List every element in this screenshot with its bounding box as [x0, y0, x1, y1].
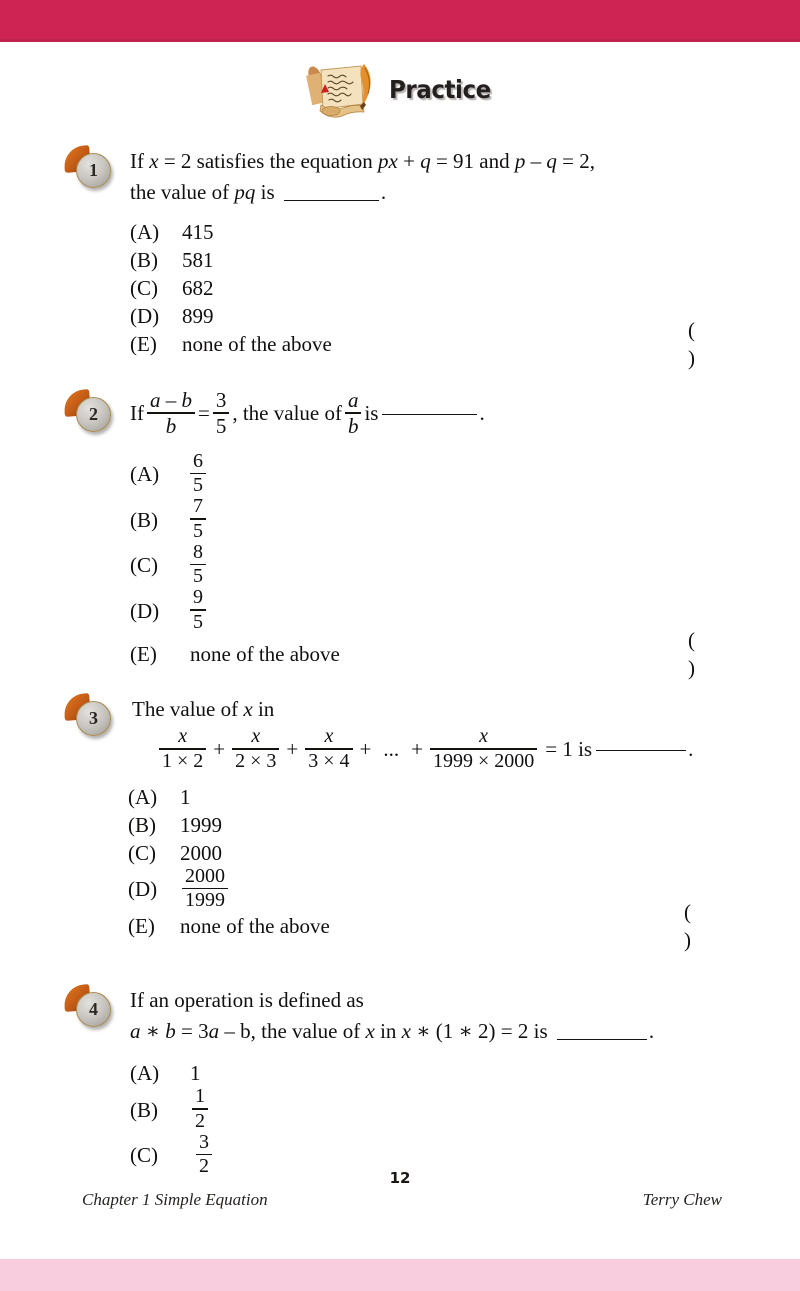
q1-text-e: –: [525, 149, 547, 173]
fraction-denominator: b: [347, 413, 359, 438]
q4-text-k: .: [648, 1019, 655, 1043]
option-value: 1999: [180, 812, 222, 837]
equation-term-last: [430, 726, 537, 772]
q1-text-a: If: [130, 149, 150, 173]
fraction-numerator: x: [251, 725, 261, 747]
option-fraction: [182, 866, 228, 912]
q4-text-d: = 3: [175, 1019, 209, 1043]
bottom-color-band: [0, 1259, 800, 1291]
equation-term-2: [232, 726, 279, 772]
fraction-denominator: 3 × 4: [308, 749, 350, 772]
option-row[interactable]: [130, 274, 790, 302]
question-3-equation: [158, 727, 792, 773]
q4-var-x2: x: [401, 1019, 411, 1043]
q1-l2-b: is: [255, 180, 280, 204]
option-row[interactable]: [128, 783, 792, 811]
option-letter: (C): [130, 553, 158, 578]
q3-var-x: x: [243, 697, 253, 721]
q1-l2-c: .: [380, 180, 387, 204]
option-row[interactable]: [130, 497, 790, 543]
q1-var-p2: p: [514, 149, 526, 173]
option-letter: (A): [130, 1061, 160, 1085]
option-row[interactable]: [130, 218, 790, 246]
option-letter: (D): [130, 598, 160, 623]
fraction-denominator: 5: [193, 565, 203, 588]
q2-text-d: is: [364, 401, 379, 426]
fraction-numerator: 2000: [185, 864, 225, 887]
fraction-denominator: 1999: [185, 889, 225, 911]
fraction-numerator: x: [178, 725, 188, 747]
option-value: 899: [182, 304, 214, 328]
q1-var-q2: q: [546, 149, 557, 173]
q1-l2-a: the value of: [130, 180, 235, 204]
question-4-line-1: If an operation is defined as: [130, 988, 364, 1012]
q4-op-star: ∗: [140, 1019, 166, 1043]
fraction-numerator: x: [324, 725, 334, 747]
option-letter: (C): [128, 840, 156, 865]
option-letter: (E): [128, 914, 155, 938]
practice-title: Practice: [388, 74, 491, 104]
option-value: 415: [182, 220, 214, 244]
footer-author-label: Terry Chew: [642, 1190, 722, 1209]
question-4-body: [130, 985, 790, 1178]
equation-term-3: [305, 726, 352, 772]
option-row[interactable]: [130, 540, 790, 589]
fraction-denominator: 1999 × 2000: [432, 749, 535, 772]
option-value: none of the above: [190, 641, 340, 666]
answer-blank-q2[interactable]: [382, 414, 477, 415]
q3-text-a: The value of: [132, 697, 244, 721]
option-value: 581: [182, 248, 214, 272]
option-letter: (B): [130, 248, 158, 272]
option-letter: (B): [130, 1097, 158, 1122]
option-letter: (D): [128, 877, 158, 902]
q1-var-q1: q: [420, 149, 431, 173]
option-letter: (A): [130, 220, 160, 244]
footer-page-number: 12: [389, 1169, 411, 1187]
question-number-badge-4: [64, 985, 110, 1029]
fraction-numerator: 7: [193, 495, 203, 518]
question-number-2: 2: [76, 397, 111, 432]
option-letter: (D): [130, 304, 160, 328]
fraction-numerator: x: [479, 725, 489, 747]
fraction-denominator: b: [165, 413, 177, 438]
fraction-numerator: 3: [199, 1130, 209, 1153]
fraction-3-over-5: [213, 389, 230, 437]
option-row[interactable]: [130, 246, 790, 274]
plus-operator: +: [213, 737, 226, 762]
option-value: none of the above: [180, 914, 330, 938]
option-row[interactable]: [130, 1087, 790, 1133]
q2-text-b: =: [198, 401, 210, 426]
question-number-badge-3: [64, 694, 110, 738]
answer-bracket-q1[interactable]: ( ): [688, 318, 743, 370]
question-1-line-1: [130, 146, 790, 177]
q4-text-f: – b, the value of: [219, 1019, 366, 1043]
q1-expr-px: px: [378, 149, 398, 173]
option-row[interactable]: [128, 839, 792, 867]
option-letter: (A): [128, 784, 158, 809]
option-row[interactable]: [130, 627, 790, 680]
page-footer: [0, 1157, 800, 1227]
option-fraction: [190, 587, 206, 633]
plus-operator: +: [359, 737, 372, 762]
fraction-denominator: 5: [193, 610, 203, 633]
answer-blank-q1[interactable]: [284, 200, 379, 201]
option-value: none of the above: [182, 332, 332, 356]
option-fraction: [190, 496, 206, 542]
ellipsis: ...: [383, 737, 400, 762]
fraction-numerator: a: [347, 388, 359, 412]
fraction-numerator: 6: [193, 449, 203, 472]
option-value: 682: [182, 276, 214, 300]
answer-bracket-q2[interactable]: ( ): [688, 627, 743, 680]
q4-text-j: ∗ (1 ∗ 2) = 2 is: [411, 1019, 553, 1043]
option-letter: (E): [130, 332, 157, 356]
plus-operator: +: [411, 737, 423, 762]
option-letter: (B): [130, 507, 158, 532]
fraction-denominator: 2 × 3: [235, 749, 277, 772]
q4-var-a2: a: [208, 1019, 220, 1043]
equation-tail: = 1 is: [545, 737, 593, 762]
fraction-denominator: 2: [199, 1155, 209, 1177]
equation-term-1: [159, 726, 206, 772]
question-4-line-2: [130, 1016, 790, 1047]
fraction-a-over-b: [345, 389, 362, 437]
q4-text-h: in: [374, 1019, 402, 1043]
fraction-numerator: 8: [193, 540, 203, 563]
equation-period: .: [688, 737, 694, 762]
option-row[interactable]: [130, 318, 790, 370]
q2-text-a: If: [130, 401, 144, 426]
question-1-line-2: [130, 177, 790, 208]
question-number-3: 3: [76, 701, 111, 736]
question-2-options: [130, 449, 790, 680]
q1-text-f: = 2,: [556, 149, 595, 173]
question-number-badge-1: [64, 146, 110, 190]
page-content: [0, 42, 800, 1259]
option-letter: (A): [130, 462, 160, 487]
q3-text-b: in: [252, 697, 275, 721]
question-number-4: 4: [76, 992, 111, 1027]
option-row[interactable]: [128, 811, 792, 839]
q2-text-e: .: [479, 401, 485, 426]
q1-expr-pq: pq: [234, 180, 256, 204]
option-value: 1: [190, 1061, 201, 1085]
answer-bracket-q3[interactable]: ( ): [684, 900, 739, 952]
fraction-denominator: 5: [193, 519, 203, 542]
question-1-options: [130, 218, 790, 370]
scroll-quill-icon: [301, 60, 379, 118]
fraction-denominator: 1 × 2: [162, 749, 204, 772]
fraction-numerator: a – b: [150, 388, 192, 412]
option-value: 1: [180, 784, 191, 809]
top-color-band: [0, 0, 800, 42]
fraction-denominator: 5: [215, 413, 227, 438]
question-3-options: [128, 783, 792, 952]
option-letter: (C): [130, 276, 158, 300]
q1-var-x: x: [149, 149, 159, 173]
option-row[interactable]: [130, 449, 790, 498]
option-fraction: [192, 1086, 208, 1132]
option-fraction: [190, 451, 206, 497]
q1-text-d: = 91 and: [430, 149, 515, 173]
fraction-denominator: 2: [195, 1109, 205, 1132]
fraction-denominator: 5: [193, 474, 203, 497]
q1-text-b: = 2 satisfies the equation: [158, 149, 379, 173]
practice-header: [0, 56, 800, 122]
question-2-body: [130, 388, 790, 680]
question-number-badge-2: [64, 390, 110, 434]
option-letter: (C): [130, 1143, 158, 1168]
option-value: 2000: [180, 840, 222, 865]
question-number-1: 1: [76, 153, 111, 188]
question-2-stem: [130, 390, 790, 438]
q4-var-x: x: [365, 1019, 375, 1043]
question-3-line-1: [132, 694, 792, 725]
option-fraction: [190, 542, 206, 588]
fraction-a-minus-b-over-b: [147, 389, 195, 437]
q2-text-c: , the value of: [232, 401, 342, 426]
question-3-body: [128, 694, 792, 952]
q4-var-a: a: [130, 1019, 141, 1043]
q1-text-c: +: [397, 149, 421, 173]
footer-chapter-label: Chapter 1 Simple Equation: [82, 1190, 268, 1209]
answer-blank-q4[interactable]: [557, 1039, 647, 1040]
q4-var-b: b: [165, 1019, 176, 1043]
answer-blank-q3[interactable]: [596, 750, 686, 751]
fraction-numerator: 9: [193, 586, 203, 609]
option-row[interactable]: [130, 1059, 790, 1087]
question-1-body: [130, 146, 790, 370]
fraction-numerator: 1: [195, 1085, 205, 1107]
option-letter: (B): [128, 812, 156, 837]
option-letter: (E): [130, 641, 157, 666]
fraction-numerator: 3: [215, 388, 227, 412]
plus-operator: +: [286, 737, 299, 762]
